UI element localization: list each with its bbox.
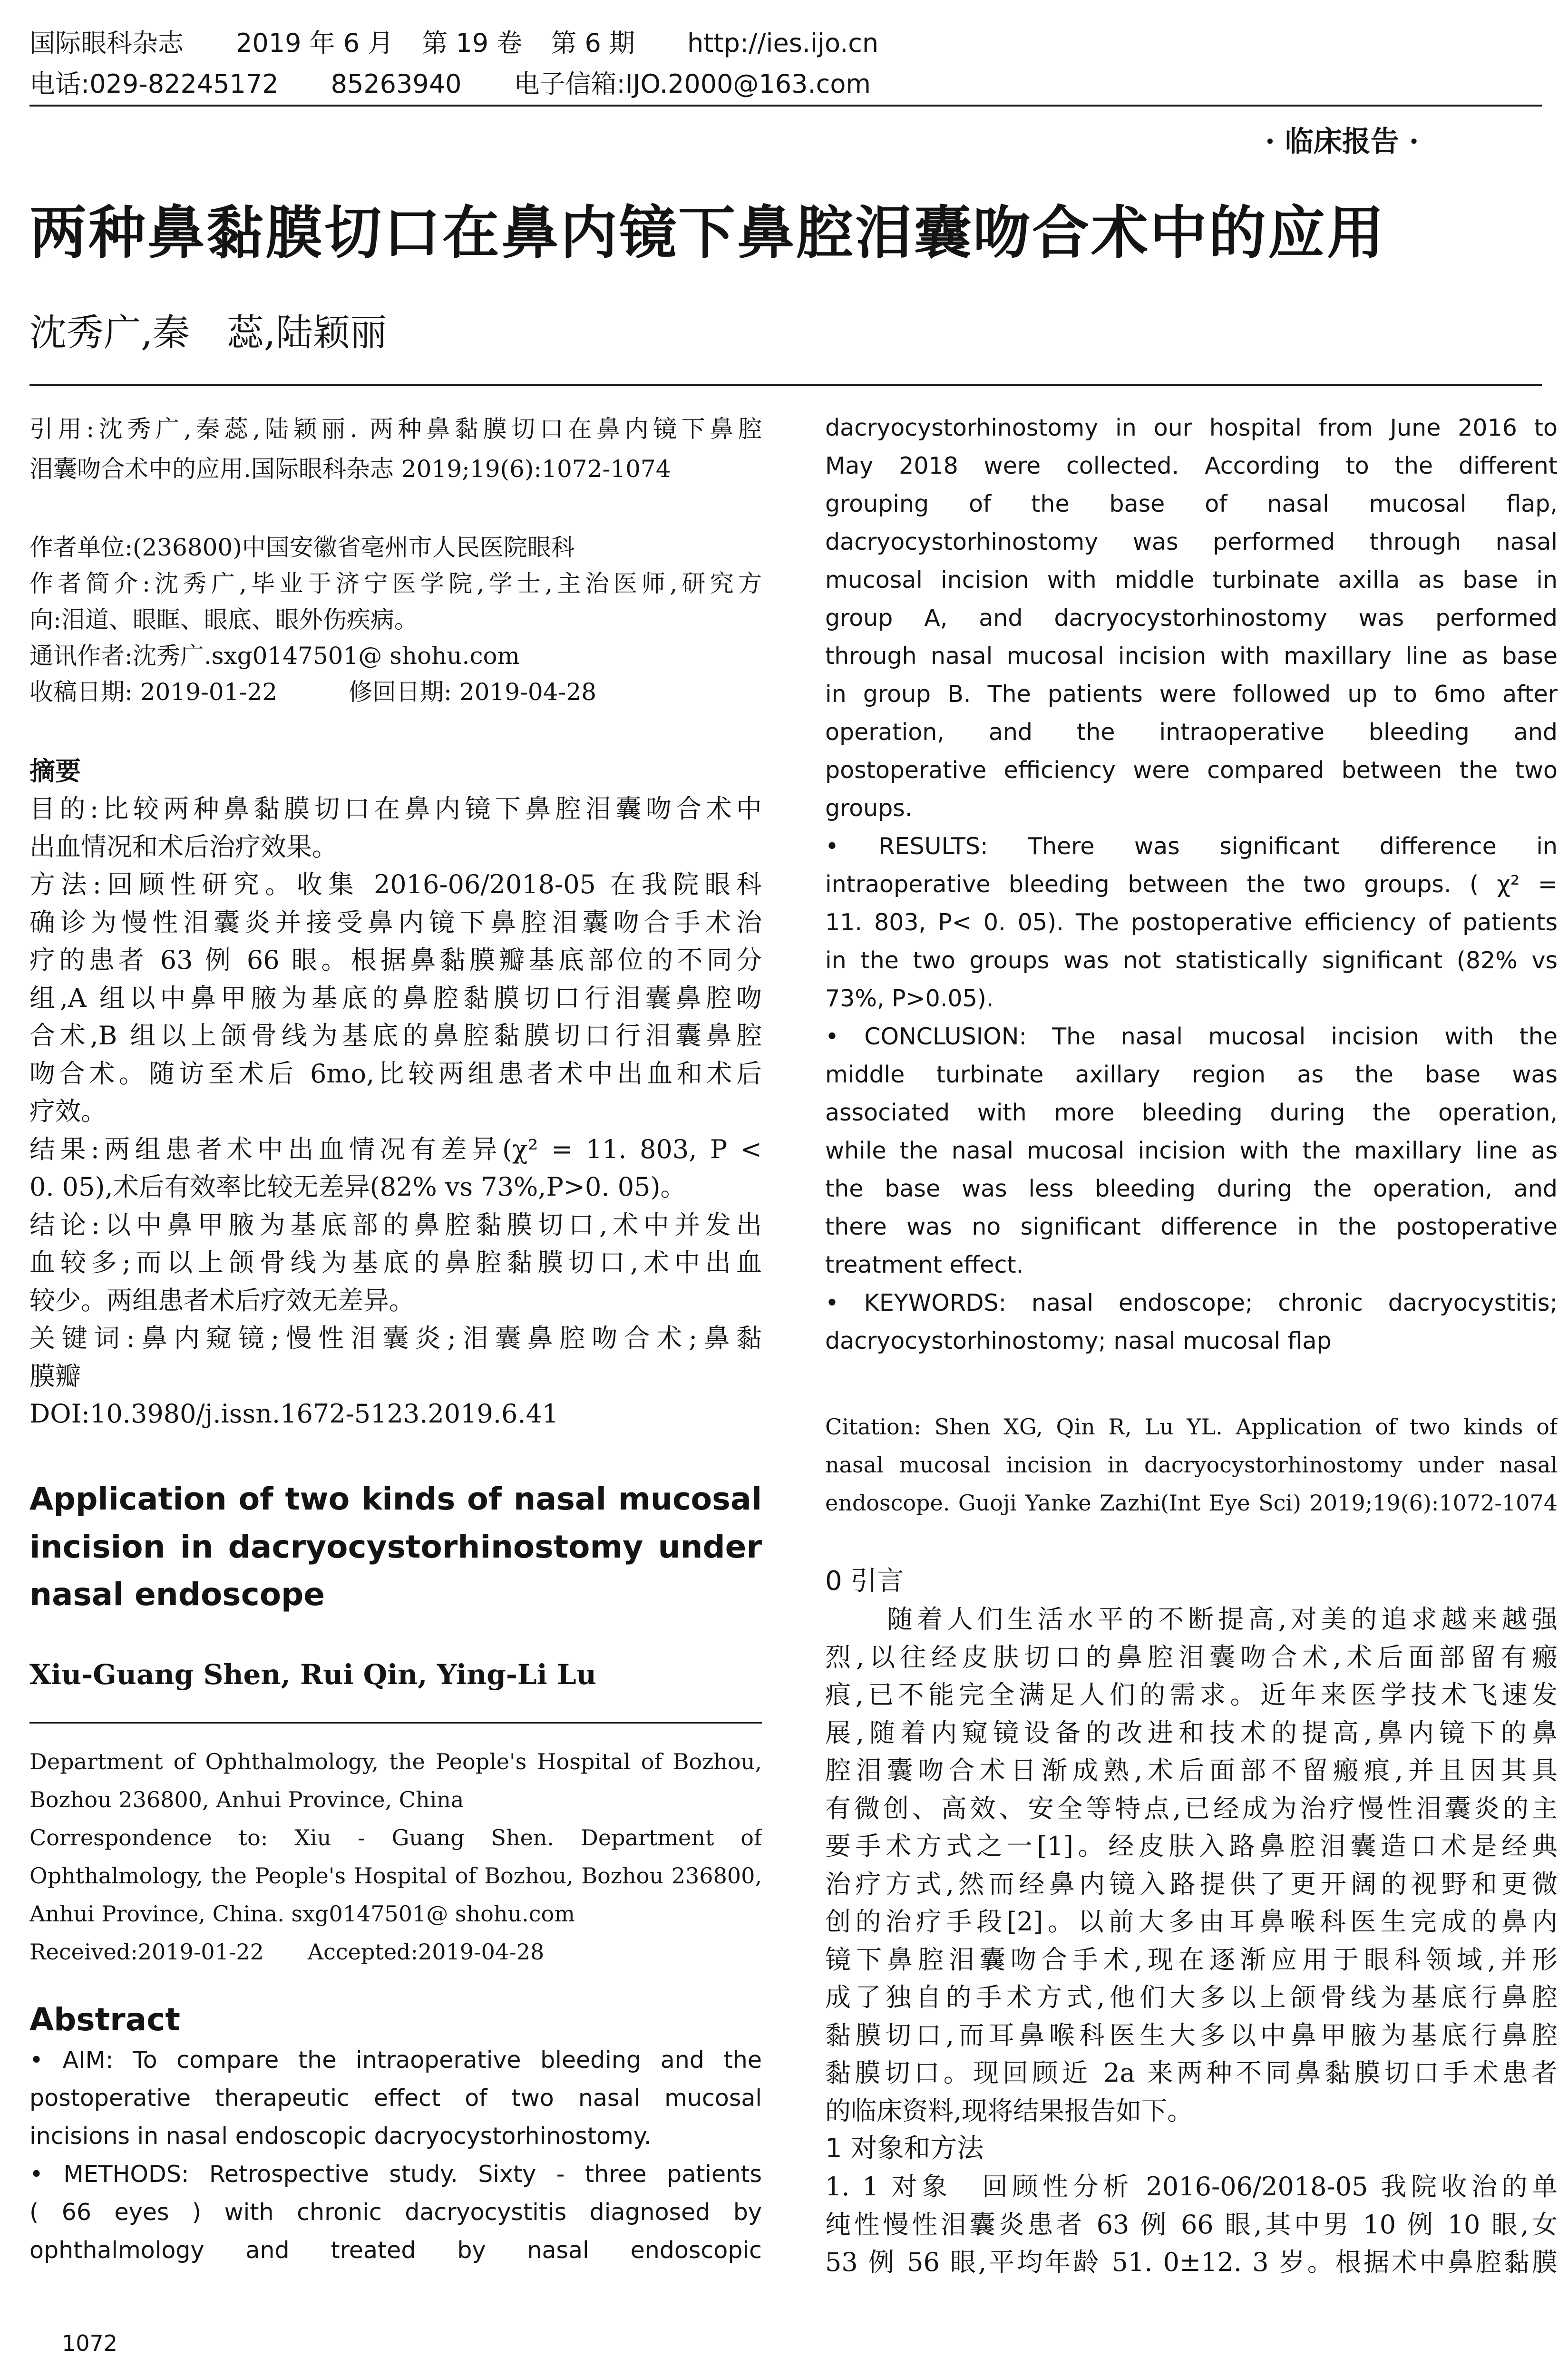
abstract-cn-line: 出血情况和术后治疗效果。 bbox=[29, 831, 338, 862]
abstract-en-right bbox=[825, 409, 1558, 1360]
conclusion-line: • CONCLUSION: The nasal mucosal incision with the bbox=[825, 1023, 1558, 1050]
intro-line: 黏膜切口。现回顾近 2a 来两种不同鼻黏膜切口手术患者 bbox=[825, 2058, 1558, 2088]
abstract-cn-line: 血较多;而以上颌骨线为基底的鼻腔黏膜切口,术中出血 bbox=[29, 1247, 762, 1277]
abstract-en-line: ( 66 eyes ) with chronic dacryocystitis diagnosed by bbox=[29, 2198, 762, 2226]
authors-en: Xiu-Guang Shen, Rui Qin, Ying-Li Lu bbox=[29, 1658, 596, 1691]
intro-body bbox=[825, 1600, 1558, 2130]
intro-line: 镜下鼻腔泪囊吻合手术,现在逐渐应用于眼科领域,并形 bbox=[825, 1944, 1558, 1975]
intro-line: 随着人们生活水平的不断提高,对美的追求越来越强 bbox=[887, 1604, 1558, 1634]
abstract-cn-line: 方法:回顾性研究。收集 2016-06/2018-05 在我院眼科 bbox=[29, 869, 762, 899]
conclusion-line: there was no significant difference in the postoperative bbox=[825, 1213, 1558, 1240]
affiliation-en-line: Department of Ophthalmology, the People's Hospital of Bozhou, bbox=[29, 1748, 762, 1774]
article-title-en bbox=[29, 1476, 762, 1618]
author-info bbox=[29, 529, 762, 710]
journal-name: 国际眼科杂志 bbox=[29, 28, 184, 58]
citation-en-line: nasal mucosal incision in dacryocystorhinostomy under nasal bbox=[825, 1452, 1558, 1478]
intro-line: 有微创、高效、安全等特点,已经成为治疗慢性泪囊炎的主 bbox=[825, 1793, 1558, 1823]
author-bio-cont: 向:泪道、眼眶、眼底、眼外伤疾病。 bbox=[29, 606, 418, 633]
abstract-en-line: group A, and dacryocystorhinostomy was performed bbox=[825, 604, 1558, 632]
doi[interactable]: DOI:10.3980/j.issn.1672-5123.2019.6.41 bbox=[29, 1399, 559, 1429]
abstract-heading-cn: 摘要 bbox=[29, 756, 81, 786]
methods-line: 1. 1 对象 回顾性分析 2016-06/2018-05 我院收治的单 bbox=[825, 2172, 1558, 2202]
affiliation-en-line: Bozhou 236800, Anhui Province, China bbox=[29, 1786, 464, 1812]
abstract-en-line: mucosal incision with middle turbinate axilla as base in bbox=[825, 566, 1558, 594]
page-number: 1072 bbox=[62, 2330, 118, 2356]
keywords-en: • KEYWORDS: nasal endoscope; chronic dacryocystitis; bbox=[825, 1289, 1558, 1316]
methods-line: 纯性慢性泪囊炎患者 63 例 66 眼,其中男 10 例 10 眼,女 bbox=[825, 2209, 1558, 2240]
citation-en bbox=[825, 1408, 1558, 1522]
results-line: intraoperative bleeding between the two groups. ( χ² = bbox=[825, 871, 1558, 898]
intro-line: 要手术方式之一[1]。经皮肤入路鼻腔泪囊造口术是经典 bbox=[825, 1831, 1558, 1861]
abstract-en-line: grouping of the base of nasal mucosal flap, bbox=[825, 490, 1558, 517]
issue-number: 第 6 期 bbox=[551, 28, 635, 58]
conclusion-line: associated with more bleeding during the operation, bbox=[825, 1099, 1558, 1126]
affiliation-en-line: Anhui Province, China. sxg0147501@ shohu.com bbox=[29, 1900, 575, 1927]
abstract-cn-line: 0. 05),术后有效率比较无差异(82% vs 73%,P>0. 05)。 bbox=[29, 1172, 686, 1202]
citation-en-line: Citation: Shen XG, Qin R, Lu YL. Application of two kinds of bbox=[825, 1414, 1558, 1440]
affiliation: 作者单位:(236800)中国安徽省亳州市人民医院眼科 bbox=[29, 534, 575, 561]
abstract-cn-line: 疗的患者 63 例 66 眼。根据鼻黏膜瓣基底部位的不同分 bbox=[29, 945, 762, 975]
title-rule bbox=[29, 384, 1542, 386]
abstract-en-line: in group B. The patients were followed up to 6mo after bbox=[825, 681, 1558, 708]
title-en-line: incision in dacryocystorhinostomy under bbox=[29, 1528, 762, 1565]
title-en-line: nasal endoscope bbox=[29, 1576, 325, 1613]
methods-heading: 1 对象和方法 bbox=[825, 2133, 984, 2164]
received-accepted: Received:2019-01-22 Accepted:2019-04-28 bbox=[29, 1939, 545, 1965]
conclusion-line: the base was less bleeding during the operation, and bbox=[825, 1175, 1558, 1202]
abstract-en-line: postoperative efficiency were compared between the two bbox=[825, 757, 1558, 784]
intro-line: 的临床资料,现将结果报告如下。 bbox=[825, 2095, 1193, 2126]
abstract-en-line: May 2018 were collected. According to the different bbox=[825, 452, 1558, 479]
affiliation-en-line: Ophthalmology, the People's Hospital of Bozhou, Bozhou 236800, bbox=[29, 1862, 762, 1889]
abstract-cn-line: 结论:以中鼻甲腋为基底部的鼻腔黏膜切口,术中并发出 bbox=[29, 1209, 762, 1240]
abstract-en-line: operation, and the intraoperative bleeding and bbox=[825, 719, 1558, 746]
intro-line: 烈,以往经皮肤切口的鼻腔泪囊吻合术,术后面部留有瘢 bbox=[825, 1642, 1558, 1672]
volume: 第 19 卷 bbox=[422, 28, 523, 58]
received-date: 收稿日期: 2019-01-22 修回日期: 2019-04-28 bbox=[29, 678, 597, 706]
intro-line: 展,随着内窥镜设备的改进和技术的提高,鼻内镜下的鼻 bbox=[825, 1717, 1558, 1748]
results-line: • RESULTS: There was significant difference in bbox=[825, 833, 1558, 860]
abstract-en-left bbox=[29, 2041, 762, 2270]
abstract-en-line: postoperative therapeutic effect of two nasal mucosal bbox=[29, 2084, 762, 2112]
citation-en-line: endoscope. Guoji Yanke Zazhi(Int Eye Sci) 2019;19(6):1072-1074 bbox=[825, 1490, 1558, 1516]
abstract-en-line: • METHODS: Retrospective study. Sixty - three patients bbox=[29, 2160, 762, 2188]
authors-cn: 沈秀广,秦 蕊,陆颖丽 bbox=[29, 312, 387, 354]
left-column bbox=[29, 409, 762, 2270]
header-rule bbox=[29, 105, 1542, 107]
conclusion-line: treatment effect. bbox=[825, 1251, 1024, 1278]
abstract-cn-line: 较少。两组患者术后疗效无差异。 bbox=[29, 1285, 415, 1315]
issue-date: 2019 年 6 月 bbox=[236, 28, 394, 58]
section-tag: · 临床报告 · bbox=[1265, 125, 1419, 158]
header-line-1 bbox=[29, 23, 1542, 64]
phone-2: 85263940 bbox=[331, 69, 462, 99]
conclusion-line: while the nasal mucosal incision with the maxillary line as bbox=[825, 1137, 1558, 1164]
abstract-cn bbox=[29, 790, 762, 1433]
email[interactable]: 电子信箱:IJO.2000@163.com bbox=[514, 69, 871, 99]
results-line: 11. 803, P< 0. 05). The postoperative efficiency of patients bbox=[825, 909, 1558, 936]
conclusion-line: middle turbinate axillary region as the base was bbox=[825, 1061, 1558, 1088]
methods-body bbox=[825, 2168, 1558, 2281]
methods-line: 53 例 56 眼,平均年龄 51. 0±12. 3 岁。根据术中鼻腔黏膜 bbox=[825, 2247, 1558, 2277]
affiliation-rule bbox=[29, 1722, 762, 1724]
running-header bbox=[29, 23, 1542, 108]
abstract-cn-line: 结果:两组患者术中出血情况有差异(χ² = 11. 803, P < bbox=[29, 1134, 762, 1164]
citation-cn-line: 泪囊吻合术中的应用.国际眼科杂志 2019;19(6):1072-1074 bbox=[29, 455, 671, 483]
correspondence-line: Correspondence to: Xiu - Guang Shen. Department of bbox=[29, 1824, 762, 1851]
abstract-cn-line: 合术,B 组以上颌骨线为基底的鼻腔黏膜切口行泪囊鼻腔 bbox=[29, 1021, 762, 1051]
keywords-cn-cont: 膜瓣 bbox=[29, 1361, 81, 1391]
abstract-en-line: dacryocystorhinostomy was performed through nasal bbox=[825, 528, 1558, 555]
abstract-en-line: • AIM: To compare the intraoperative bleeding and the bbox=[29, 2046, 762, 2074]
author-bio: 作者简介:沈秀广,毕业于济宁医学院,学士,主治医师,研究方 bbox=[29, 570, 762, 597]
article-title-cn: 两种鼻黏膜切口在鼻内镜下鼻腔泪囊吻合术中的应用 bbox=[29, 199, 1386, 266]
phone: 电话:029-82245172 bbox=[29, 69, 279, 99]
journal-url[interactable]: http://ies.ijo.cn bbox=[687, 28, 879, 58]
abstract-cn-line: 组,A 组以中鼻甲腋为基底的鼻腔黏膜切口行泪囊鼻腔吻 bbox=[29, 983, 762, 1013]
abstract-cn-line: 确诊为慢性泪囊炎并接受鼻内镜下鼻腔泪囊吻合手术治 bbox=[29, 907, 762, 937]
citation-cn bbox=[29, 409, 762, 489]
abstract-cn-line: 疗效。 bbox=[29, 1096, 107, 1126]
results-line: 73%, P>0.05). bbox=[825, 985, 994, 1012]
intro-line: 成了独自的手术方式,他们大多以上颌骨线为基底行鼻腔 bbox=[825, 1982, 1558, 2012]
abstract-heading-en: Abstract bbox=[29, 2001, 180, 2038]
keywords-cn: 关键词:鼻内窥镜;慢性泪囊炎;泪囊鼻腔吻合术;鼻黏 bbox=[29, 1323, 762, 1353]
header-line-2 bbox=[29, 64, 1542, 105]
title-en-line: Application of two kinds of nasal mucosal bbox=[29, 1481, 762, 1517]
intro-line: 治疗方式,然而经鼻内镜入路提供了更开阔的视野和更微 bbox=[825, 1869, 1558, 1899]
intro-line: 腔泪囊吻合术日渐成熟,术后面部不留瘢痕,并且因其具 bbox=[825, 1755, 1558, 1785]
abstract-en-line: ophthalmology and treated by nasal endoscopic bbox=[29, 2236, 762, 2264]
intro-line: 黏膜切口,而耳鼻喉科医生大多以中鼻甲腋为基底行鼻腔 bbox=[825, 2020, 1558, 2050]
abstract-en-line: through nasal mucosal incision with maxillary line as base bbox=[825, 643, 1558, 670]
abstract-en-line: dacryocystorhinostomy in our hospital from June 2016 to bbox=[825, 414, 1558, 441]
affiliation-en bbox=[29, 1743, 762, 1971]
intro-line: 痕,已不能完全满足人们的需求。近年来医学技术飞速发 bbox=[825, 1680, 1558, 1710]
intro-heading: 0 引言 bbox=[825, 1566, 904, 1597]
abstract-en-line: incisions in nasal endoscopic dacryocystorhinostomy. bbox=[29, 2122, 652, 2150]
citation-cn-line: 引用:沈秀广,秦蕊,陆颖丽. 两种鼻黏膜切口在鼻内镜下鼻腔 bbox=[29, 415, 762, 443]
abstract-cn-line: 目的:比较两种鼻黏膜切口在鼻内镜下鼻腔泪囊吻合术中 bbox=[29, 794, 762, 824]
corresponding-author: 通讯作者:沈秀广.sxg0147501@ shohu.com bbox=[29, 642, 520, 670]
right-column bbox=[825, 409, 1558, 2281]
results-line: in the two groups was not statistically significant (82% vs bbox=[825, 947, 1558, 974]
intro-line: 创的治疗手段[2]。以前大多由耳鼻喉科医生完成的鼻内 bbox=[825, 1907, 1558, 1937]
abstract-en-line: groups. bbox=[825, 795, 913, 822]
abstract-cn-line: 吻合术。随访至术后 6mo,比较两组患者术中出血和术后 bbox=[29, 1058, 762, 1089]
keywords-en-cont: dacryocystorhinostomy; nasal mucosal flap bbox=[825, 1327, 1332, 1354]
